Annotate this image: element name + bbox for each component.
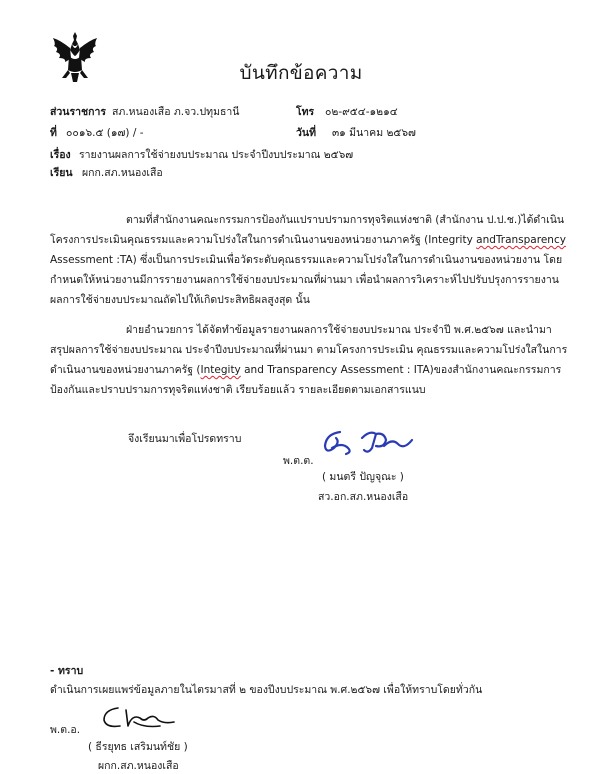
body-p2-line4: ป้องกันและปราบปรามการทุจริตแห่งชาติ เรียบร้อยแล้ว รายละเอียดตามเอกสารแนบ [50, 384, 426, 396]
to-label: เรียน [50, 167, 73, 179]
misspelled-word: Integity [200, 364, 241, 376]
dept-label: ส่วนราชการ [50, 106, 107, 118]
body-p2-line3 [50, 361, 561, 378]
order-text: ดำเนินการเผยแพร่ข้อมูลภายในไตรมาสที่ ๒ ของปีงบประมาณ พ.ศ.๒๕๖๗ เพื่อให้ทราบโดยทั่วกัน [50, 684, 483, 696]
signer1-rank: พ.ต.ต. [283, 455, 314, 467]
ref-value: ๐๐๑๖.๕ (๑๗) / - [66, 127, 144, 139]
closing-text: จึงเรียนมาเพื่อโปรดทราบ [128, 433, 242, 445]
signature-1-icon [318, 426, 416, 460]
date-label: วันที่ [296, 127, 316, 139]
body-p2-line3-rest: and Transparency Assessment : ITA)ของสำนักงานคณะกรรมการ [240, 364, 562, 376]
body-p2-line2: สรุปผลการใช้จ่ายงบประมาณ ประจำปีงบประมาณที่ผ่านมา ตามโครงการประเมิน คุณธรรมและความโปร่งใสในการ [50, 344, 568, 356]
signer1-name: ( มนตรี ปัญจุณะ ) [322, 471, 404, 483]
signature-2-icon [100, 704, 176, 734]
subject-label: เรื่อง [50, 149, 71, 161]
body-p1-line3: Assessment :TA) ซึ่งเป็นการประเมินเพื่อวัดระดับคุณธรรมและความโปร่งใสในการดำเนินงานของหน่วยงาน โดย [50, 254, 563, 266]
ref-label: ที่ [50, 127, 57, 139]
signer2-position: ผกก.สภ.หนองเสือ [98, 760, 179, 772]
misspelled-word: andTransparency [476, 234, 566, 246]
memo-title: บันทึกข้อความ [239, 62, 363, 84]
phone-label: โทร [296, 106, 315, 118]
subject-value: รายงานผลการใช้จ่ายงบประมาณ ประจำปีงบประมาณ ๒๕๖๗ [79, 149, 354, 161]
to-value: ผกก.สภ.หนองเสือ [82, 167, 163, 179]
signer1-position: สว.อก.สภ.หนองเสือ [318, 491, 409, 503]
signer2-rank: พ.ต.อ. [50, 724, 81, 736]
order-heading: - ทราบ [50, 665, 84, 677]
body-p1-line2 [50, 231, 566, 248]
body-p2-line1: ฝ่ายอำนวยการ ได้จัดทำข้อมูลรายงานผลการใช้จ่ายงบประมาณ ประจำปี พ.ศ.๒๕๖๗ และนำมา [126, 324, 552, 336]
dept-value: สภ.หนองเสือ ภ.จว.ปทุมธานี [112, 106, 240, 118]
body-p1-line2-text: โครงการประเมินคุณธรรมและความโปร่งใสในการดำเนินงานของหน่วยงานภาครัฐ (Integrity [50, 234, 477, 246]
date-value: ๓๑ มีนาคม ๒๕๖๗ [332, 127, 416, 139]
phone-value: ๐๒-๙๕๔-๑๒๑๔ [325, 106, 398, 118]
body-p1-line5: ผลการใช้จ่ายงบประมาณถัดไปให้เกิดประสิทธิผลสูงสุด นั้น [50, 294, 310, 306]
body-p1-line1: ตามที่สำนักงานคณะกรรมการป้องกันแปราบปรามการทุจริตแห่งชาติ (สำนักงาน ป.ป.ช.)ได้ดำเนิน [126, 214, 565, 226]
signer2-name: ( ธีรยุทธ เสริมนท์ชัย ) [88, 741, 188, 753]
body-p2-line3-text: ดำเนินงานของหน่วยงานภาครัฐ ( [50, 364, 201, 376]
body-p1-line4: กำหนดให้หน่วยงานมีการรายงานผลการใช้จ่ายงบประมาณที่ผ่านมา เพื่อนำผลการวิเคราะห์ไปปรับปรุงการรายงาน [50, 274, 559, 286]
